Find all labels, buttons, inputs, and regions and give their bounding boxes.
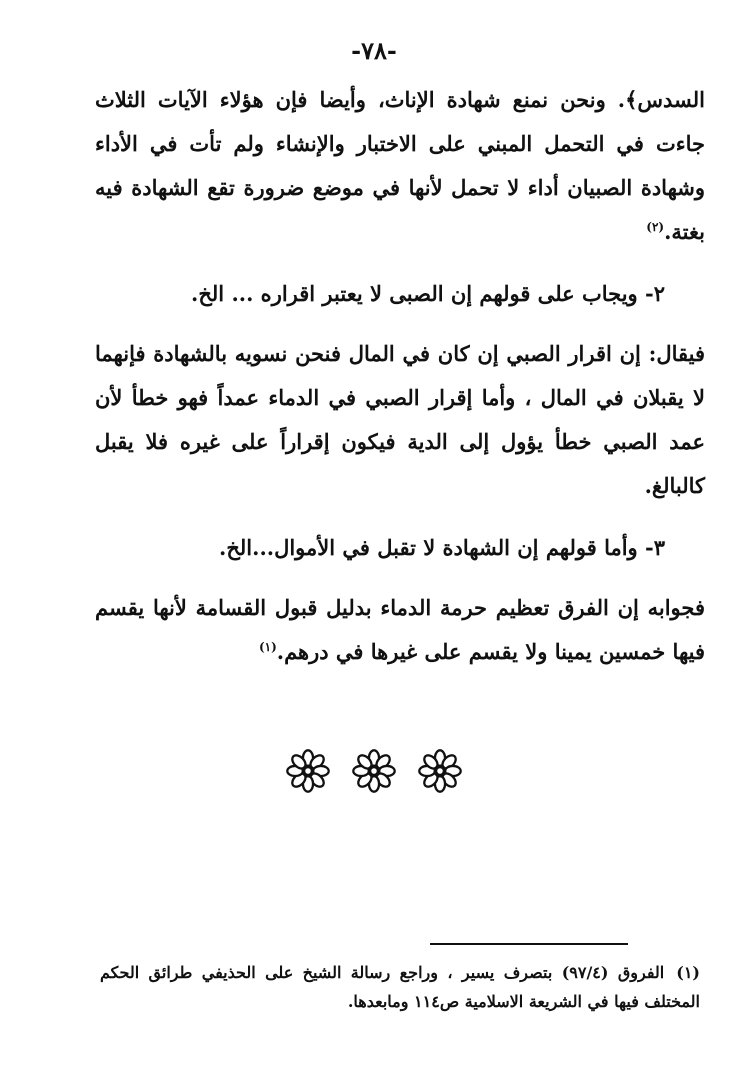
footnote-text: الفروق (٩٧/٤) بتصرف يسير ، وراجع رسالة الشيخ على الحذيفي طرائق الحكم المختلف فيها في الشريعة الاسلامية ص١١٤ ومابعدها. bbox=[100, 963, 700, 1011]
point-3-heading: ٣- وأما قولهم إن الشهادة لا تقبل في الأموال...الخ. bbox=[219, 535, 665, 560]
paragraph-text: السدس﴾. ونحن نمنع شهادة الإناث، وأيضا فإن هؤلاء الآيات الثلاث جاءت في التحمل المبني على الاختبار والإنشاء ولم تأت في الأداء وشهادة الصبيان أداء لا تحمل لأنها في موضع ضرورة تقع الشهادة فيه بغتة. bbox=[95, 87, 705, 244]
section-divider-ornaments bbox=[0, 748, 748, 794]
footnote-number: (١) bbox=[676, 963, 700, 982]
paragraph-text: فجوابه إن الفرق تعظيم حرمة الدماء بدليل قبول القسامة لأنها يقسم فيها خمسين يمينا ولا يقسم على غيرها في درهم. bbox=[95, 595, 705, 664]
footnote-reference: (١) bbox=[258, 640, 277, 654]
paragraph-3: فيقال: إن اقرار الصبي إن كان في المال فنحن نسويه بالشهادة فإنهما لا يقبلان في المال ، وأما إقرار الصبي في الدماء عمداً فهو خطأ لأن عمد الصبي خطأ يؤول إلى الدية فيكون إقراراً على غيره فلا يقبل كالبالغ. bbox=[95, 341, 705, 498]
footnote-reference: (٢) bbox=[646, 220, 665, 234]
footnote-divider bbox=[430, 943, 628, 945]
footnote-1 bbox=[100, 958, 700, 1016]
paragraph-5 bbox=[95, 586, 705, 674]
flower-ornament-icon bbox=[417, 748, 463, 794]
paragraph-1 bbox=[95, 78, 705, 254]
flower-ornament-icon bbox=[351, 748, 397, 794]
page-number: -٧٨- bbox=[351, 36, 397, 65]
flower-ornament-icon bbox=[285, 748, 331, 794]
point-2-heading: ٢- ويجاب على قولهم إن الصبى لا يعتبر اقراره ... الخ. bbox=[191, 281, 665, 306]
main-text bbox=[95, 78, 705, 692]
footnotes bbox=[100, 958, 700, 1016]
